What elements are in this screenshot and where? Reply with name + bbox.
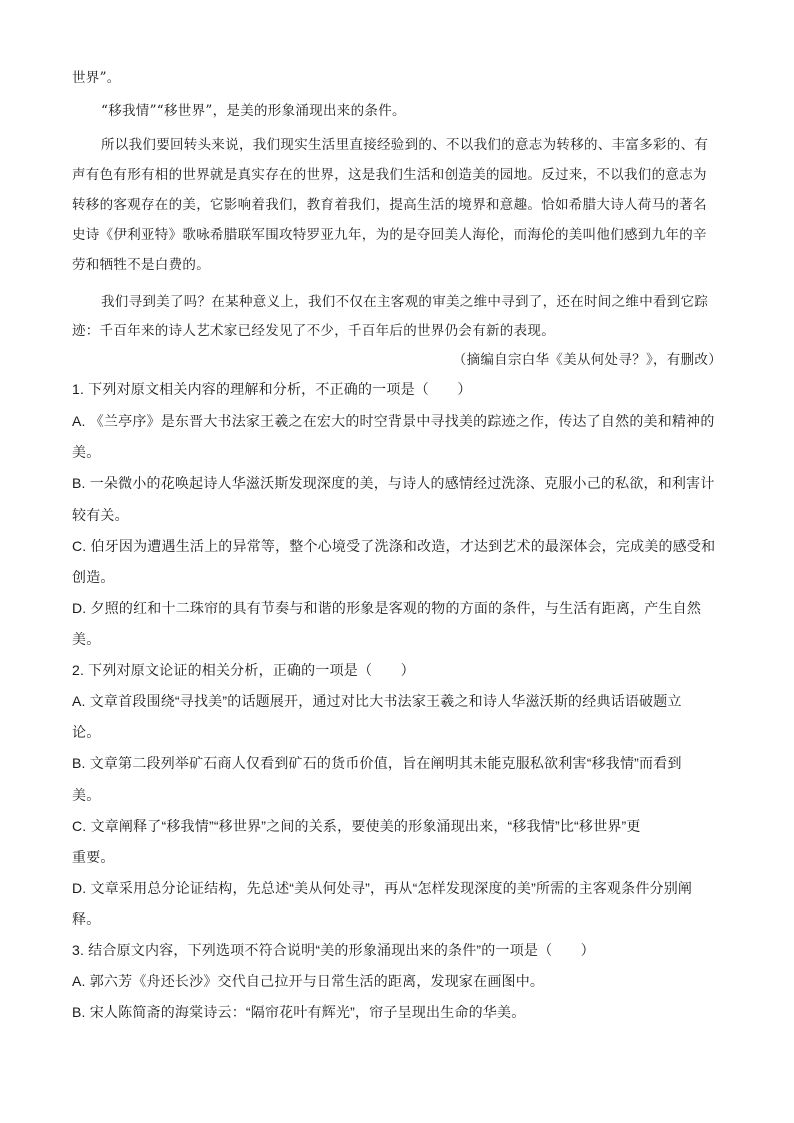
question-2-option-d: D. 文章采用总分论证结构，先总述“美从何处寻”，再从“怎样发现深度的美”所需的主客观条件分别阐 (72, 880, 693, 896)
passage-line: 史诗《伊利亚特》歌咏希腊联军围攻特罗亚九年，为的是夺回美人海伦，而海伦的美叫他们感到九年的辛 (72, 227, 707, 243)
question-2-option-c: C. 文章阐释了“移我情”“移世界”之间的关系，要使美的形象涌现出来，“移我情”比“移世界”更 (72, 818, 641, 834)
question-1-option-b-cont: 较有关。 (72, 507, 129, 523)
question-1-option-c: C. 伯牙因为遭遇生活上的异常等，整个心境受了洗涤和改造，才达到艺术的最深体会，完成美的感受和 (72, 538, 716, 554)
question-2-option-a: A. 文章首段围绕“寻找美”的话题展开，通过对比大书法家王羲之和诗人华滋沃斯的经典话语破题立 (72, 693, 682, 709)
question-1-option-a: A. 《兰亭序》是东晋大书法家王羲之在宏大的时空背景中寻找美的踪迹之作，传达了自然的美和精神的 (72, 413, 715, 429)
question-3-option-b: B. 宋人陈简斋的海棠诗云：“隔帘花叶有辉光”，帘子呈现出生命的华美。 (72, 1004, 526, 1020)
question-1-option-d-cont: 美。 (72, 631, 101, 647)
passage-line: “移我情”“移世界”，是美的形象涌现出来的条件。 (101, 103, 406, 119)
question-1-option-b: B. 一朵微小的花唤起诗人华滋沃斯发现深度的美，与诗人的感情经过洗涤、克服小己的私欲，和利害计 (72, 475, 715, 491)
question-2-stem: 2. 下列对原文论证的相关分析，正确的一项是（ ） (72, 662, 415, 678)
question-2-option-b-cont: 美。 (72, 787, 101, 803)
passage-line: 世界”。 (72, 70, 121, 86)
passage-line: 声有色有形有相的世界就是真实存在的世界，这是我们生活和创造美的园地。反过来，不以我们的意志为 (72, 167, 707, 183)
passage-line: 迹：千百年来的诗人艺术家已经发见了不少，千百年后的世界仍会有新的表现。 (72, 323, 555, 339)
question-3-option-a: A. 郭六芳《舟还长沙》交代自己拉开与日常生活的距离，发现家在画图中。 (72, 973, 545, 989)
question-2-option-b: B. 文章第二段列举矿石商人仅看到矿石的货币价值，旨在阐明其未能克服私欲利害“移我情”而看到 (72, 755, 682, 771)
question-1-stem: 1. 下列对原文相关内容的理解和分析，不正确的一项是（ ） (72, 381, 472, 397)
source-citation: （摘编自宗白华《美从何处寻？》，有删改） (452, 352, 722, 368)
question-1-option-a-cont: 美。 (72, 444, 101, 460)
question-2-option-a-cont: 论。 (72, 724, 101, 740)
passage-line: 所以我们要回转头来说，我们现实生活里直接经验到的、不以我们的意志为转移的、丰富多彩的、有 (101, 137, 709, 153)
question-1-option-d: D. 夕照的红和十二珠帘的具有节奏与和谐的形象是客观的物的方面的条件，与生活有距离，产生自然 (72, 600, 702, 616)
question-2-option-d-cont: 释。 (72, 911, 101, 927)
question-2-option-c-cont: 重要。 (72, 849, 115, 865)
passage-line: 转移的客观存在的美，它影响着我们，教育着我们，提高生活的境界和意趣。恰如希腊大诗人荷马的著名 (72, 197, 707, 213)
passage-line: 劳和牺牲不是白费的。 (72, 257, 210, 273)
question-1-option-c-cont: 创造。 (72, 569, 115, 585)
question-3-stem: 3. 结合原文内容，下列选项不符合说明“美的形象涌现出来的条件”的一项是（ ） (72, 942, 595, 958)
passage-line: 我们寻到美了吗？在某种意义上，我们不仅在主客观的审美之维中寻到了，还在时间之维中看到它踪 (101, 294, 709, 310)
